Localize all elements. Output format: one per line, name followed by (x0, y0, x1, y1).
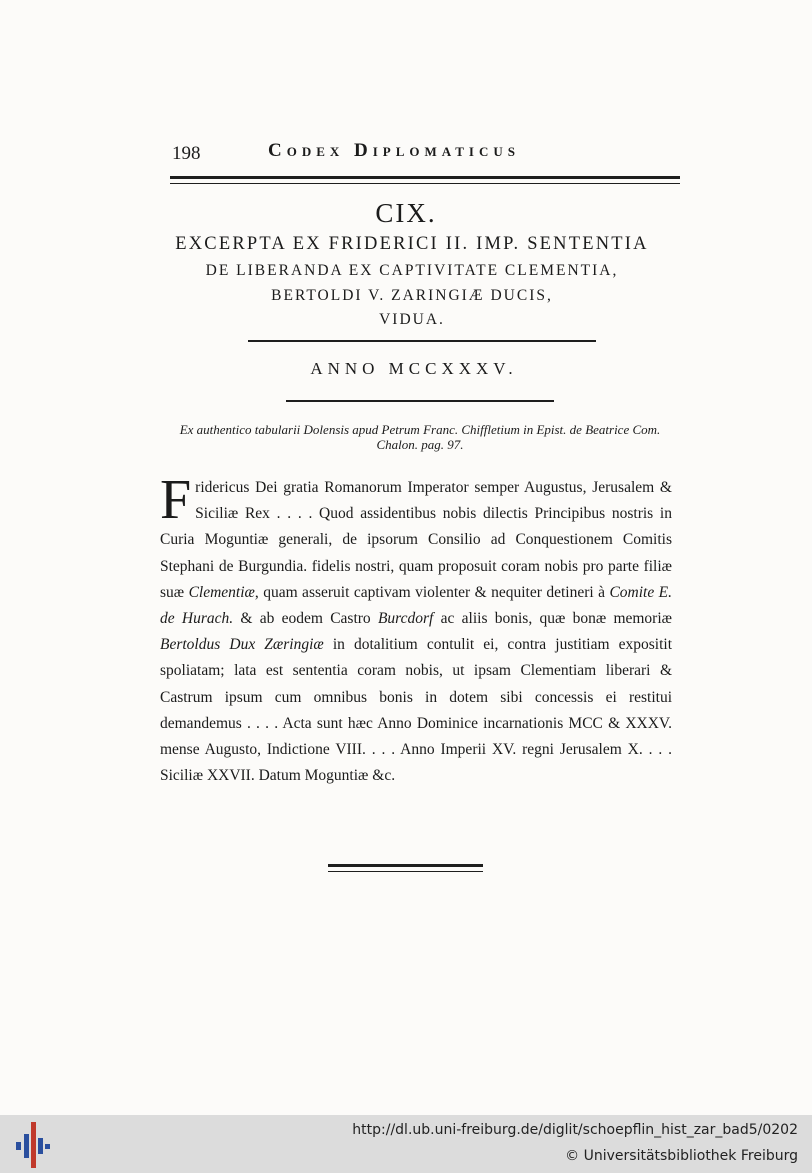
end-rule-thick (328, 864, 483, 867)
title-line-2: DE LIBERANDA EX CAPTIVITATE CLEMENTIA, (205, 262, 619, 279)
body-italic: Comite E. de Hurach. (160, 583, 672, 628)
body-text: ac aliis bonis, quæ bonæ memoriæ (433, 610, 672, 628)
header-rule-thin (170, 183, 680, 184)
header-rule-thick (170, 176, 680, 179)
permalink-url[interactable]: http://dl.ub.uni-freiburg.de/diglit/schoepflin_hist_zar_bad5/0202 (352, 1122, 798, 1138)
copyright-text: © Universitätsbibliothek Freiburg (565, 1148, 798, 1164)
drop-cap: F (160, 469, 192, 531)
body-text: ridericus Dei gratia Romanorum Imperator semper Augustus, Jerusalem & Siciliæ Rex . . . . Quod assidentibus nobis dilectis Principibus nostris in Curia Moguntiæ generali, de ipsorum Consilio ad Conquestionem Comitis Stephani de Burgundia. fidelis nostri, quam proposuit coram nobis pro parte filiæ suæ (160, 479, 672, 601)
body-italic: Bertoldus Dux Zæringiæ (160, 636, 324, 654)
page-number: 198 (172, 143, 201, 164)
running-head: Codex Diplomaticus (268, 140, 520, 161)
title-line-1: EXCERPTA EX FRIDERICI II. IMP. SENTENTIA (175, 234, 649, 254)
body-paragraph (160, 469, 672, 789)
body-text: in dotalitium contulit ei, contra justitiam expositit spoliatam; lata est sententia coram nobis, ut ipsam Clementiam liberari & Castrum ipsum cum omnibus bonis in dotem sibi concessis ei restitui demandemus . . . . Acta sunt hæc Anno Dominice incarnationis MCC & XXXV. mense Augusto, Indictione VIII. . . . Anno Imperii XV. regni Jerusalem X. . . . Siciliæ XXVII. Datum Moguntiæ &c. (160, 636, 672, 785)
title-rule (248, 340, 596, 342)
title-line-3: BERTOLDI V. ZARINGIÆ DUCIS, (271, 287, 553, 304)
body-text: & ab eodem Castro (233, 610, 378, 628)
title-line-4: VIDUA. (379, 311, 445, 328)
body-text: , quam asseruit captivam violenter & nequiter detineri à (254, 583, 610, 601)
body-italic: Burcdorf (377, 610, 434, 628)
year-rule (286, 400, 554, 402)
document-body (160, 469, 672, 789)
source-note: Ex authentico tabularii Dolensis apud Petrum Franc. Chiffletium in Epist. de Beatrice Com. Chalon. pag. 97. (179, 422, 661, 452)
body-italic: Clementiæ (188, 583, 255, 601)
end-rule-thin (328, 871, 483, 872)
ub-freiburg-logo-icon (16, 1122, 50, 1168)
year-heading: ANNO MCCXXXV. (310, 359, 518, 378)
document-numeral: CIX. (375, 198, 437, 228)
